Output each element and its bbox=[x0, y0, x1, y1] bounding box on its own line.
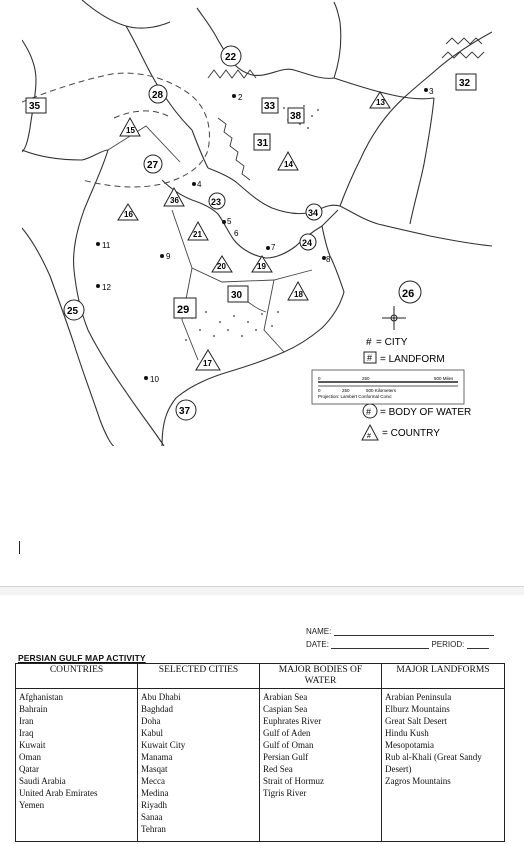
col-header-countries: COUNTRIES bbox=[16, 664, 138, 689]
list-item: Saudi Arabia bbox=[19, 776, 66, 786]
country-36-label: 36 bbox=[170, 196, 179, 205]
cities-cell bbox=[138, 689, 260, 842]
list-item: Arabian Peninsula bbox=[385, 692, 452, 702]
city-11-label: 11 bbox=[102, 241, 111, 250]
persian-gulf-outline-map bbox=[22, 0, 492, 446]
key-water-label: = BODY OF WATER bbox=[380, 407, 472, 418]
list-item: Great Salt Desert bbox=[385, 716, 447, 726]
water-cell bbox=[260, 689, 382, 842]
list-item: Zagros Mountains bbox=[385, 776, 451, 786]
worksheet-title: PERSIAN GULF MAP ACTIVITY bbox=[18, 653, 146, 663]
list-item: Baghdad bbox=[141, 704, 173, 714]
list-item: Riyadh bbox=[141, 800, 167, 810]
list-item: Kuwait bbox=[19, 740, 46, 750]
key-water-symbol: # bbox=[366, 407, 372, 417]
list-item: Elburz Mountains bbox=[385, 704, 450, 714]
col-header-cities: SELECTED CITIES bbox=[138, 664, 260, 689]
key-landform-label: = LANDFORM bbox=[380, 354, 445, 365]
period-blank[interactable] bbox=[467, 640, 489, 649]
list-item: Afghanistan bbox=[19, 692, 63, 702]
list-item: Abu Dhabi bbox=[141, 692, 181, 702]
list-item: Iran bbox=[19, 716, 34, 726]
list-item: Oman bbox=[19, 752, 41, 762]
list-item: Doha bbox=[141, 716, 161, 726]
col-header-water: MAJOR BODIES OF WATER bbox=[260, 664, 382, 689]
list-item: Bahrain bbox=[19, 704, 48, 714]
list-item: Tehran bbox=[141, 824, 166, 834]
country-14-label: 14 bbox=[284, 160, 293, 169]
country-20-label: 20 bbox=[217, 262, 226, 271]
water-22-label: 22 bbox=[225, 52, 237, 63]
list-item: Rub al-Khali (Great Sandy Desert) bbox=[385, 752, 482, 774]
list-item: United Arab Emirates bbox=[19, 788, 98, 798]
list-item: Medina bbox=[141, 788, 169, 798]
city-7-label: 7 bbox=[271, 243, 276, 252]
landform-29-label: 29 bbox=[177, 304, 190, 316]
landforms-cell bbox=[382, 689, 505, 842]
countries-cell bbox=[16, 689, 138, 842]
col-header-landforms: MAJOR LANDFORMS bbox=[382, 664, 505, 689]
country-16-label: 16 bbox=[124, 210, 133, 219]
key-country-symbol: # bbox=[367, 433, 371, 440]
table-row bbox=[16, 689, 505, 842]
list-item: Euphrates River bbox=[263, 716, 322, 726]
key-country-label: = COUNTRY bbox=[382, 428, 440, 439]
water-25-label: 25 bbox=[67, 306, 79, 317]
landform-38-label: 38 bbox=[290, 111, 302, 122]
vocabulary-table bbox=[15, 663, 505, 842]
list-item: Gulf of Aden bbox=[263, 728, 311, 738]
list-item: Kabul bbox=[141, 728, 163, 738]
water-28-label: 28 bbox=[152, 90, 164, 101]
date-label: DATE: bbox=[306, 640, 329, 649]
key-city-label: = CITY bbox=[376, 337, 408, 348]
list-item: Yemen bbox=[19, 800, 45, 810]
landform-33-label: 33 bbox=[264, 101, 276, 112]
country-13-label: 13 bbox=[376, 98, 385, 107]
list-item: Sanaa bbox=[141, 812, 163, 822]
scale-projection: Projection: Lambert Conformal Conic bbox=[318, 394, 392, 399]
country-17-label: 17 bbox=[203, 359, 212, 368]
country-18-label: 18 bbox=[294, 290, 303, 299]
city-2-label: 2 bbox=[238, 93, 243, 102]
list-item: Hindu Kush bbox=[385, 728, 429, 738]
city-12-label: 12 bbox=[102, 283, 111, 292]
name-field[interactable] bbox=[306, 627, 494, 636]
city-9-label: 9 bbox=[166, 252, 171, 261]
landform-32-label: 32 bbox=[459, 78, 471, 89]
date-period-field[interactable] bbox=[306, 640, 489, 649]
scale-miles-250: 250 bbox=[362, 376, 370, 381]
period-label: PERIOD: bbox=[431, 640, 465, 649]
scale-miles-0: 0 bbox=[318, 376, 321, 381]
water-26-label: 26 bbox=[402, 288, 415, 300]
city-5-label: 5 bbox=[227, 217, 232, 226]
list-item: Gulf of Oman bbox=[263, 740, 314, 750]
key-city-symbol: # bbox=[366, 337, 372, 348]
landform-31-label: 31 bbox=[257, 138, 269, 149]
scale-km-500: 500 Kilometers bbox=[366, 388, 397, 393]
name-blank[interactable] bbox=[334, 627, 494, 636]
text-cursor bbox=[19, 541, 20, 554]
list-item: Strait of Hormuz bbox=[263, 776, 324, 786]
landform-30-label: 30 bbox=[231, 290, 243, 301]
list-item: Iraq bbox=[19, 728, 34, 738]
table-header-row bbox=[16, 664, 505, 689]
city-6-label: 6 bbox=[234, 229, 239, 238]
list-item: Kuwait City bbox=[141, 740, 186, 750]
city-4-label: 4 bbox=[197, 180, 202, 189]
water-27-label: 27 bbox=[147, 160, 159, 171]
water-23-label: 23 bbox=[211, 197, 222, 207]
list-item: Mecca bbox=[141, 776, 165, 786]
key-landform-symbol: # bbox=[367, 353, 373, 363]
name-label: NAME: bbox=[306, 627, 332, 636]
list-item: Caspian Sea bbox=[263, 704, 308, 714]
date-blank[interactable] bbox=[331, 640, 429, 649]
scale-bar bbox=[312, 370, 464, 404]
city-10-label: 10 bbox=[150, 375, 159, 384]
city-3-label: 3 bbox=[429, 87, 434, 96]
scale-km-0: 0 bbox=[318, 388, 321, 393]
list-item: Arabian Sea bbox=[263, 692, 308, 702]
list-item: Tigris River bbox=[263, 788, 307, 798]
landform-35-label: 35 bbox=[29, 101, 41, 112]
scale-miles-500: 500 Miles bbox=[434, 376, 454, 381]
list-item: Persian Gulf bbox=[263, 752, 309, 762]
city-8-label: 8 bbox=[326, 255, 331, 264]
list-item: Masqat bbox=[141, 764, 168, 774]
water-24-label: 24 bbox=[302, 238, 313, 248]
scale-km-250: 250 bbox=[342, 388, 350, 393]
list-item: Mesopotamia bbox=[385, 740, 434, 750]
water-37-label: 37 bbox=[179, 406, 191, 417]
list-item: Red Sea bbox=[263, 764, 293, 774]
list-item: Manama bbox=[141, 752, 173, 762]
country-19-label: 19 bbox=[257, 262, 266, 271]
country-21-label: 21 bbox=[193, 230, 202, 239]
water-34-label: 34 bbox=[308, 208, 319, 218]
country-15-label: 15 bbox=[126, 126, 135, 135]
list-item: Qatar bbox=[19, 764, 39, 774]
